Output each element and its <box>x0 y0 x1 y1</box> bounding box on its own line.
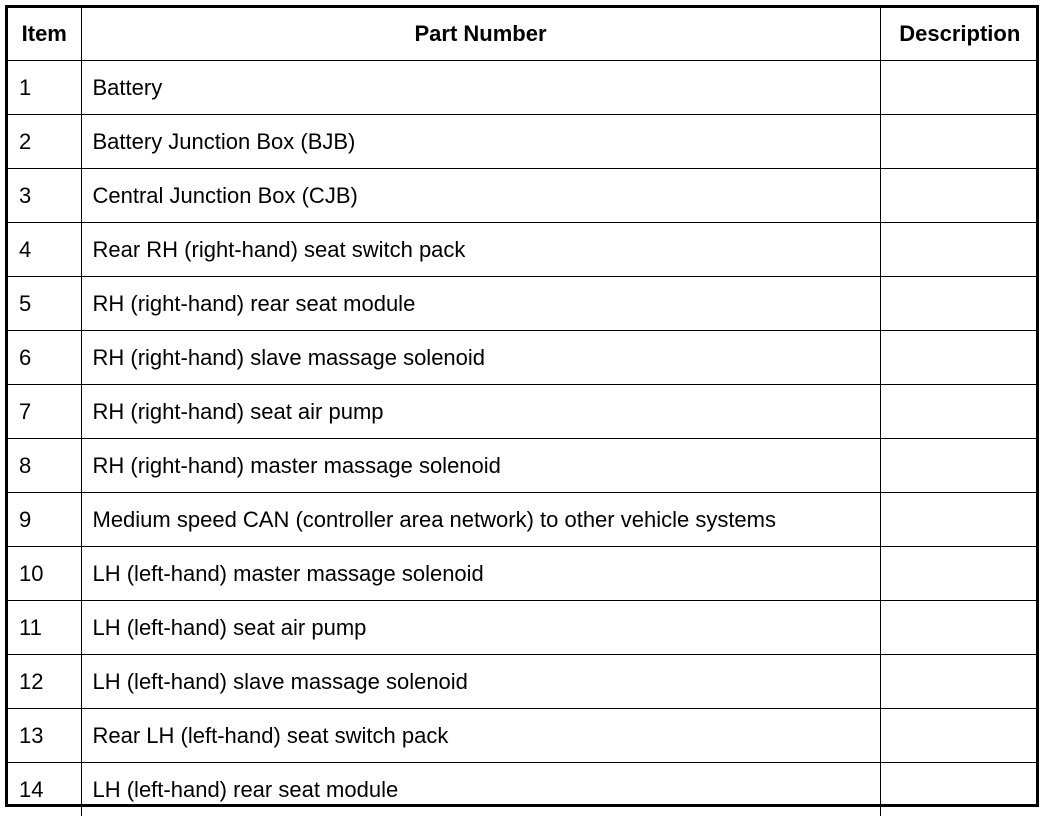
table-row <box>8 601 1039 655</box>
table-row <box>8 115 1039 169</box>
table-row <box>8 169 1039 223</box>
description-cell <box>880 61 1039 115</box>
header-part-number: Part Number <box>81 8 880 61</box>
description-cell <box>880 439 1039 493</box>
table-row <box>8 61 1039 115</box>
description-cell <box>880 169 1039 223</box>
part-number-cell: RH (right-hand) rear seat module <box>81 277 880 331</box>
part-number-cell: Rear RH (right-hand) seat switch pack <box>81 223 880 277</box>
description-cell <box>880 223 1039 277</box>
part-number-cell: Rear LH (left-hand) seat switch pack <box>81 709 880 763</box>
table-row <box>8 655 1039 709</box>
item-number-cell: 5 <box>8 277 81 331</box>
item-number-cell: 4 <box>8 223 81 277</box>
description-cell <box>880 601 1039 655</box>
item-number-cell: 7 <box>8 385 81 439</box>
item-number-cell: 14 <box>8 763 81 816</box>
table-row <box>8 223 1039 277</box>
item-number-cell: 10 <box>8 547 81 601</box>
item-number-cell: 9 <box>8 493 81 547</box>
part-number-cell: LH (left-hand) slave massage solenoid <box>81 655 880 709</box>
item-number-cell: 12 <box>8 655 81 709</box>
description-cell <box>880 277 1039 331</box>
part-number-cell: RH (right-hand) seat air pump <box>81 385 880 439</box>
part-number-cell: LH (left-hand) master massage solenoid <box>81 547 880 601</box>
header-description: Description <box>880 8 1039 61</box>
description-cell <box>880 493 1039 547</box>
table-row <box>8 385 1039 439</box>
description-cell <box>880 655 1039 709</box>
table-row <box>8 709 1039 763</box>
part-number-cell: RH (right-hand) slave massage solenoid <box>81 331 880 385</box>
table-row <box>8 277 1039 331</box>
description-cell <box>880 331 1039 385</box>
table-row <box>8 763 1039 816</box>
table-row <box>8 331 1039 385</box>
description-cell <box>880 763 1039 816</box>
item-number-cell: 3 <box>8 169 81 223</box>
part-number-cell: Battery Junction Box (BJB) <box>81 115 880 169</box>
item-number-cell: 13 <box>8 709 81 763</box>
description-cell <box>880 385 1039 439</box>
table-row <box>8 547 1039 601</box>
header-item: Item <box>8 8 81 61</box>
item-number-cell: 11 <box>8 601 81 655</box>
item-number-cell: 1 <box>8 61 81 115</box>
part-number-cell: LH (left-hand) rear seat module <box>81 763 880 816</box>
parts-table-frame <box>5 5 1039 807</box>
description-cell <box>880 115 1039 169</box>
description-cell <box>880 547 1039 601</box>
table-body <box>8 61 1039 816</box>
part-number-cell: Medium speed CAN (controller area network) to other vehicle systems <box>81 493 880 547</box>
table-row <box>8 493 1039 547</box>
item-number-cell: 8 <box>8 439 81 493</box>
parts-table <box>8 8 1039 816</box>
part-number-cell: LH (left-hand) seat air pump <box>81 601 880 655</box>
description-cell <box>880 709 1039 763</box>
part-number-cell: RH (right-hand) master massage solenoid <box>81 439 880 493</box>
part-number-cell: Central Junction Box (CJB) <box>81 169 880 223</box>
item-number-cell: 2 <box>8 115 81 169</box>
table-header-row <box>8 8 1039 61</box>
table-row <box>8 439 1039 493</box>
part-number-cell: Battery <box>81 61 880 115</box>
item-number-cell: 6 <box>8 331 81 385</box>
